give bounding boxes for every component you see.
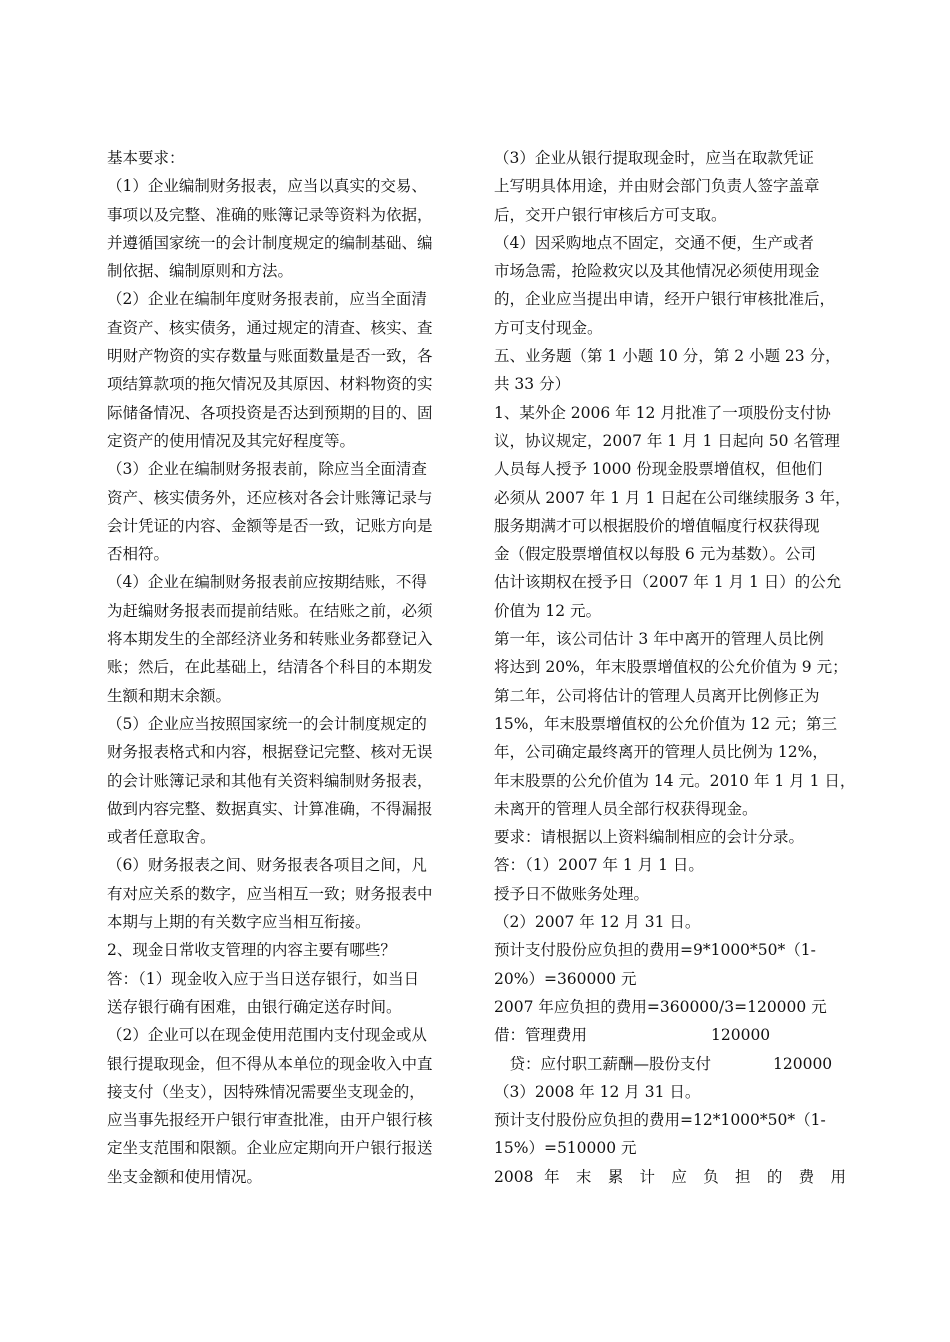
text-line: （2）企业可以在现金使用范围内支付现金或从 [107, 1026, 427, 1045]
text-line: 应当事先报经开户银行审查批准，由开户银行核 [107, 1111, 433, 1130]
text-line: 银行提取现金，但不得从本单位的现金收入中直 [107, 1054, 433, 1073]
text-line: （1）企业编制财务报表，应当以真实的交易、 [107, 177, 427, 196]
text-line: 市场急需，抢险救灾以及其他情况必须使用现金 [494, 262, 820, 281]
text-line: （3）2008 年 12 月 31 日。 [494, 1082, 701, 1101]
text-line: 2、现金日常收支管理的内容主要有哪些？ [107, 941, 396, 960]
text-line: 事项以及完整、准确的账簿记录等资料为依据， [107, 205, 433, 224]
text-line: 方可支付现金。 [494, 318, 603, 337]
text-line: 项结算款项的拖欠情况及其原因、材料物资的实 [107, 375, 433, 394]
text-line: （6）财务报表之间、财务报表各项目之间，凡 [107, 856, 427, 875]
text-line: 预计支付股份应负担的费用=12*1000*50*（1- [494, 1111, 826, 1130]
text-line: 预计支付股份应负担的费用=9*1000*50*（1- [494, 941, 816, 960]
text-line: 五、业务题（第 1 小题 10 分，第 2 小题 23 分， [494, 347, 841, 366]
text-line: 第二年，公司将估计的管理人员离开比例修正为 [494, 686, 820, 705]
text-line: 生额和期末余额。 [107, 686, 232, 705]
text-line: 15%，年末股票增值权的公允价值为 12 元；第三 [494, 714, 838, 733]
text-line: 议，协议规定，2007 年 1 月 1 日起向 50 名管理 [494, 431, 840, 450]
text-line: 20%）=360000 元 [494, 969, 637, 988]
text-line: 必须从 2007 年 1 月 1 日起在公司继续服务 3 年， [494, 488, 851, 507]
text-line: 年，公司确定最终离开的管理人员比例为 12%， [494, 743, 828, 762]
text-line: 估计该期权在授予日（2007 年 1 月 1 日）的公允 [494, 573, 842, 592]
text-line: （2）2007 年 12 月 31 日。 [494, 913, 701, 932]
left-column [107, 144, 463, 1191]
text-line: 接支付（坐支），因特殊情况需要坐支现金的， [107, 1082, 425, 1101]
text-line: 为赶编财务报表而提前结账。在结账之前，必须 [107, 601, 433, 620]
text-line: （2）企业在编制年度财务报表前，应当全面清 [107, 290, 427, 309]
text-line: 定坐支范围和限额。企业应定期向开户银行报送 [107, 1139, 433, 1158]
text-line: （5）企业应当按照国家统一的会计制度规定的 [107, 714, 427, 733]
text-line: 有对应关系的数字，应当相互一致；财务报表中 [107, 884, 433, 903]
text-line: 将本期发生的全部经济业务和转账业务都登记入 [107, 630, 433, 649]
text-line: 资产、核实债务外，还应核对各会计账簿记录与 [107, 488, 433, 507]
text-line: 2008 年 末 累 计 应 负 担 的 费 用 [494, 1167, 846, 1186]
text-line: 查资产、核实债务，通过规定的清查、核实、查 [107, 318, 433, 337]
text-line: 人员每人授予 1000 份现金股票增值权，但他们 [494, 460, 823, 479]
text-line: （4）因采购地点不固定，交通不便，生产或者 [494, 233, 814, 252]
text-line: 基本要求： [107, 149, 185, 167]
text-line: 会计凭证的内容、金额等是否一致，记账方向是 [107, 516, 433, 535]
text-line: 制依据、编制原则和方法。 [107, 262, 294, 281]
text-line: 的，企业应当提出申请，经开户银行审核批准后， [494, 290, 836, 309]
text-line: 的会计账簿记录和其他有关资料编制财务报表， [107, 771, 433, 790]
text-line: 上写明具体用途，并由财会部门负责人签字盖章 [494, 177, 820, 196]
text-line: 本期与上期的有关数字应当相互衔接。 [107, 913, 371, 932]
text-line: 做到内容完整、数据真实、计算准确，不得漏报 [107, 799, 433, 818]
text-line: 或者任意取舍。 [107, 828, 216, 847]
text-line: 送存银行确有困难，由银行确定送存时间。 [107, 997, 402, 1016]
text-line: 价值为 12 元。 [494, 601, 602, 620]
text-line: （3）企业从银行提取现金时，应当在取款凭证 [494, 149, 814, 167]
text-line: 账；然后，在此基础上，结清各个科目的本期发 [107, 658, 433, 677]
text-line: 未离开的管理人员全部行权获得现金。 [494, 799, 758, 818]
text-line: 财务报表格式和内容，根据登记完整、核对无误 [107, 743, 433, 762]
text-line: 坐支金额和使用情况。 [107, 1167, 263, 1186]
text-line: 定资产的使用情况及其完好程度等。 [107, 431, 356, 450]
text-line: （4）企业在编制财务报表前应按期结账，不得 [107, 573, 427, 592]
text-line: 金（假定股票增值权以每股 6 元为基数）。公司 [494, 545, 816, 564]
text-line: 答：（1）现金收入应于当日送存银行，如当日 [107, 969, 420, 988]
text-line: 年末股票的公允价值为 14 元。2010 年 1 月 1 日， [494, 771, 856, 790]
text-line: 否相符。 [107, 545, 170, 564]
text-line: 2007 年应负担的费用=360000/3=120000 元 [494, 997, 827, 1016]
text-line: 贷：应付职工薪酬—股份支付 120000 [494, 1054, 833, 1073]
text-line: 要求：请根据以上资料编制相应的会计分录。 [494, 828, 805, 847]
text-line: 答：（1）2007 年 1 月 1 日。 [494, 856, 704, 875]
text-line: 服务期满才可以根据股价的增值幅度行权获得现 [494, 516, 820, 535]
text-line: 15%）=510000 元 [494, 1139, 637, 1158]
text-line: 明财产物资的实存数量与账面数量是否一致，各 [107, 347, 433, 366]
text-line: 际储备情况、各项投资是否达到预期的目的、固 [107, 403, 433, 422]
text-line: （3）企业在编制财务报表前，除应当全面清查 [107, 460, 427, 479]
text-line: 并遵循国家统一的会计制度规定的编制基础、编 [107, 233, 433, 252]
text-line: 共 33 分） [494, 375, 571, 394]
text-line: 1、某外企 2006 年 12 月批准了一项股份支付协 [494, 403, 831, 422]
text-line: 第一年，该公司估计 3 年中离开的管理人员比例 [494, 630, 824, 649]
text-line: 借：管理费用 120000 [494, 1026, 771, 1045]
text-line: 将达到 20%，年末股票增值权的公允价值为 9 元； [494, 658, 848, 677]
right-column [494, 144, 856, 1191]
text-line: 后，交开户银行审核后方可支取。 [494, 205, 727, 224]
text-line: 授予日不做账务处理。 [494, 884, 650, 903]
